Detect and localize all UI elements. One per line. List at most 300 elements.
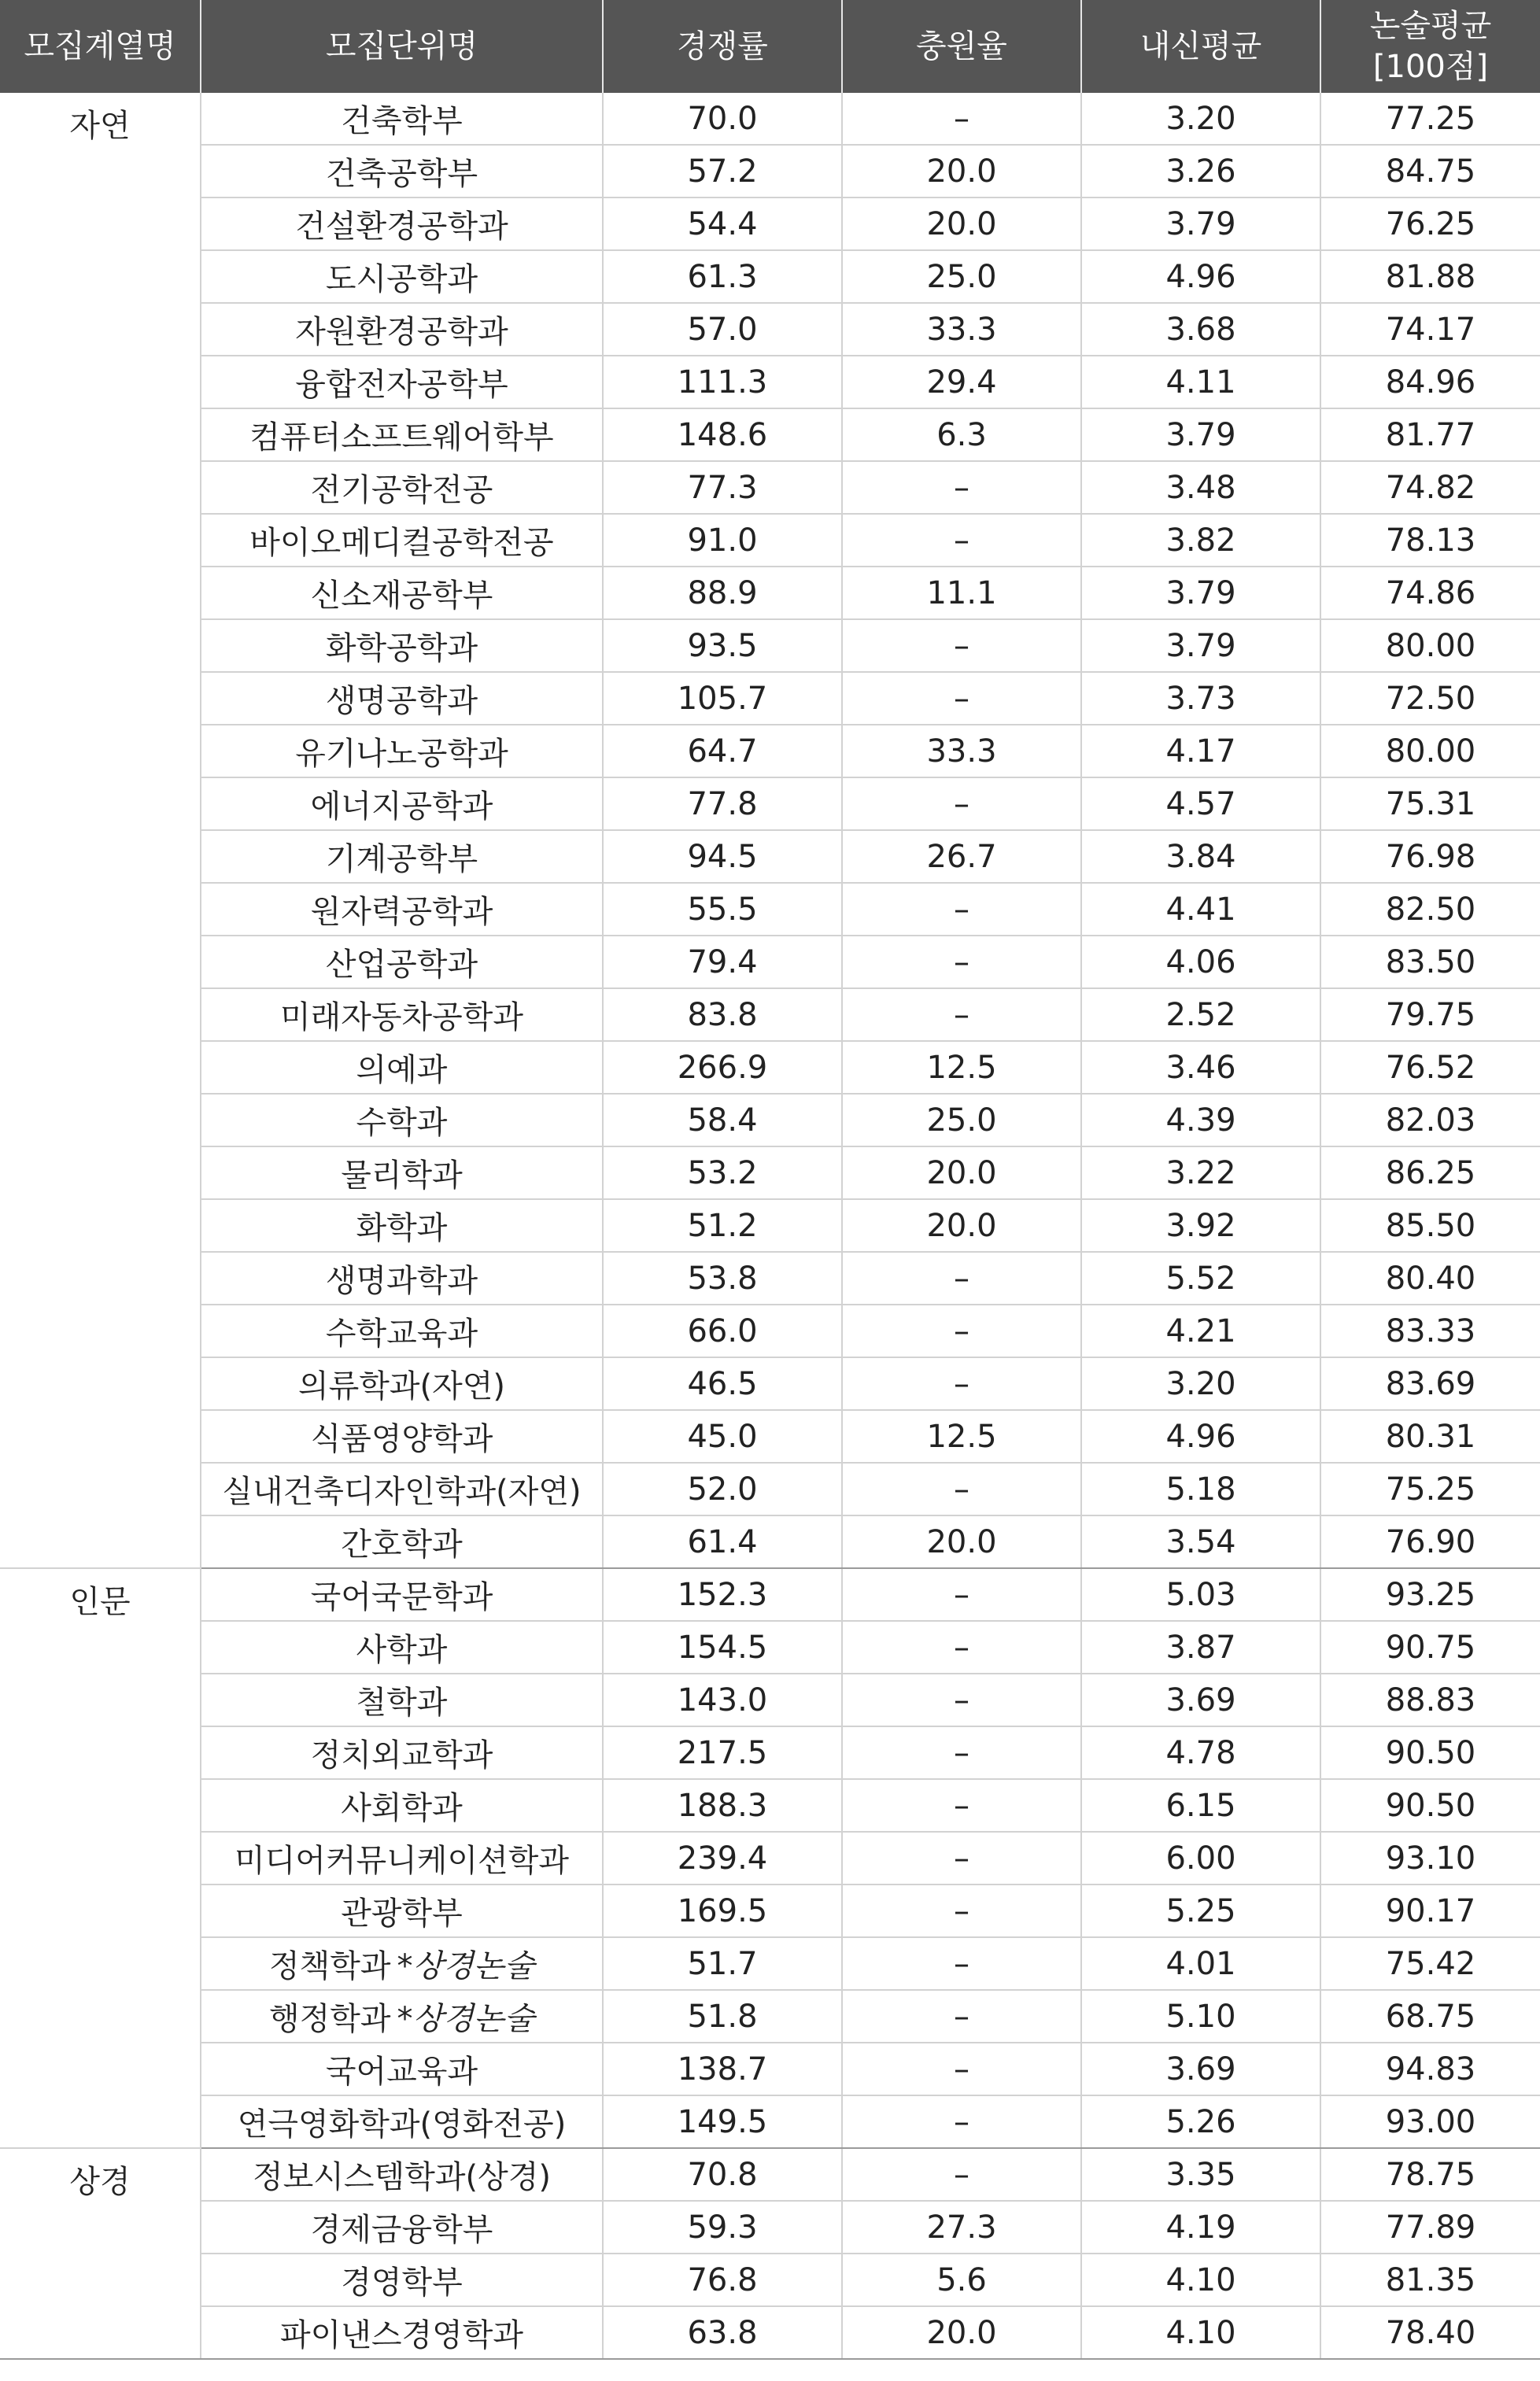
fill-rate-cell: – bbox=[842, 2148, 1081, 2201]
table-row bbox=[0, 514, 1540, 567]
essay-cell: 80.00 bbox=[1320, 725, 1540, 777]
table-row bbox=[0, 197, 1540, 250]
header-essay-scale: [100점] bbox=[1372, 49, 1489, 85]
unit-cell bbox=[201, 1041, 603, 1094]
essay-cell: 83.50 bbox=[1320, 936, 1540, 988]
table-row bbox=[0, 93, 1540, 145]
fill-rate-cell: – bbox=[842, 1463, 1081, 1515]
unit-cell bbox=[201, 514, 603, 567]
unit-cell bbox=[201, 2201, 603, 2254]
competition-ratio-cell: 61.3 bbox=[603, 250, 842, 303]
unit-name: 정보시스템학과(상경) bbox=[253, 2159, 551, 2195]
table-row bbox=[0, 145, 1540, 197]
competition-ratio-cell: 45.0 bbox=[603, 1410, 842, 1463]
unit-cell bbox=[201, 567, 603, 619]
table-row bbox=[0, 1515, 1540, 1568]
competition-ratio-cell: 266.9 bbox=[603, 1041, 842, 1094]
essay-cell: 75.25 bbox=[1320, 1463, 1540, 1515]
competition-ratio-cell: 70.0 bbox=[603, 93, 842, 145]
unit-name: 에너지공학과 bbox=[310, 788, 493, 825]
unit-cell bbox=[201, 777, 603, 830]
unit-name: 산업공학과 bbox=[325, 947, 478, 983]
fill-rate-cell: 6.3 bbox=[842, 408, 1081, 461]
fill-rate-cell: – bbox=[842, 777, 1081, 830]
unit-cell bbox=[201, 2043, 603, 2095]
header-competition-ratio: 경쟁률 bbox=[603, 0, 842, 93]
essay-cell: 90.75 bbox=[1320, 1621, 1540, 1674]
header-category: 모집계열명 bbox=[0, 0, 201, 93]
gpa-cell: 4.11 bbox=[1081, 356, 1320, 408]
competition-ratio-cell: 239.4 bbox=[603, 1832, 842, 1884]
table-row bbox=[0, 1252, 1540, 1305]
table-row bbox=[0, 461, 1540, 514]
gpa-cell: 4.96 bbox=[1081, 250, 1320, 303]
competition-ratio-cell: 77.8 bbox=[603, 777, 842, 830]
gpa-cell: 3.54 bbox=[1081, 1515, 1320, 1568]
competition-ratio-cell: 91.0 bbox=[603, 514, 842, 567]
competition-ratio-cell: 57.0 bbox=[603, 303, 842, 356]
unit-cell bbox=[201, 830, 603, 883]
gpa-cell: 4.06 bbox=[1081, 936, 1320, 988]
category-cell: 상경 bbox=[0, 2148, 201, 2359]
competition-ratio-cell: 51.7 bbox=[603, 1937, 842, 1990]
gpa-cell: 4.78 bbox=[1081, 1726, 1320, 1779]
fill-rate-cell: – bbox=[842, 619, 1081, 672]
fill-rate-cell: 26.7 bbox=[842, 830, 1081, 883]
unit-cell bbox=[201, 408, 603, 461]
competition-ratio-cell: 154.5 bbox=[603, 1621, 842, 1674]
unit-cell bbox=[201, 197, 603, 250]
competition-ratio-cell: 46.5 bbox=[603, 1357, 842, 1410]
essay-cell: 76.98 bbox=[1320, 830, 1540, 883]
fill-rate-cell: – bbox=[842, 2095, 1081, 2148]
essay-cell: 90.50 bbox=[1320, 1726, 1540, 1779]
essay-cell: 68.75 bbox=[1320, 1990, 1540, 2043]
competition-ratio-cell: 188.3 bbox=[603, 1779, 842, 1832]
unit-cell bbox=[201, 936, 603, 988]
unit-name: 바이오메디컬공학전공 bbox=[249, 525, 554, 561]
fill-rate-cell: – bbox=[842, 1252, 1081, 1305]
unit-cell bbox=[201, 461, 603, 514]
gpa-cell: 5.10 bbox=[1081, 1990, 1320, 2043]
fill-rate-cell: – bbox=[842, 672, 1081, 725]
unit-name: 철학과 bbox=[356, 1685, 448, 1721]
unit-name: 간호학과 bbox=[341, 1526, 463, 1563]
gpa-cell: 4.21 bbox=[1081, 1305, 1320, 1357]
fill-rate-cell: 33.3 bbox=[842, 303, 1081, 356]
competition-ratio-cell: 66.0 bbox=[603, 1305, 842, 1357]
unit-cell bbox=[201, 619, 603, 672]
competition-ratio-cell: 79.4 bbox=[603, 936, 842, 988]
essay-cell: 93.25 bbox=[1320, 1568, 1540, 1621]
fill-rate-cell: 29.4 bbox=[842, 356, 1081, 408]
fill-rate-cell: 11.1 bbox=[842, 567, 1081, 619]
gpa-cell: 3.73 bbox=[1081, 672, 1320, 725]
unit-name: 건축공학부 bbox=[325, 156, 478, 192]
table-row bbox=[0, 936, 1540, 988]
table-row bbox=[0, 1832, 1540, 1884]
essay-cell: 78.75 bbox=[1320, 2148, 1540, 2201]
gpa-cell: 3.20 bbox=[1081, 1357, 1320, 1410]
essay-cell: 80.31 bbox=[1320, 1410, 1540, 1463]
unit-name: 정치외교학과 bbox=[310, 1737, 493, 1774]
table-row bbox=[0, 1621, 1540, 1674]
essay-cell: 76.90 bbox=[1320, 1515, 1540, 1568]
fill-rate-cell: 25.0 bbox=[842, 250, 1081, 303]
gpa-cell: 3.69 bbox=[1081, 2043, 1320, 2095]
unit-name: 관광학부 bbox=[341, 1896, 463, 1932]
fill-rate-cell: – bbox=[842, 1305, 1081, 1357]
competition-ratio-cell: 169.5 bbox=[603, 1884, 842, 1937]
table-row bbox=[0, 1990, 1540, 2043]
unit-cell bbox=[201, 250, 603, 303]
unit-name: 경영학부 bbox=[341, 2265, 463, 2301]
essay-cell: 78.40 bbox=[1320, 2306, 1540, 2359]
unit-name: 식품영양학과 bbox=[310, 1421, 493, 1457]
unit-cell bbox=[201, 93, 603, 145]
unit-name: 정책학과 bbox=[268, 1948, 391, 1984]
essay-cell: 82.03 bbox=[1320, 1094, 1540, 1146]
essay-cell: 90.50 bbox=[1320, 1779, 1540, 1832]
fill-rate-cell: – bbox=[842, 1568, 1081, 1621]
unit-cell bbox=[201, 145, 603, 197]
unit-cell bbox=[201, 1515, 603, 1568]
unit-cell bbox=[201, 1357, 603, 1410]
fill-rate-cell: – bbox=[842, 1832, 1081, 1884]
table-row bbox=[0, 1779, 1540, 1832]
gpa-cell: 3.84 bbox=[1081, 830, 1320, 883]
essay-cell: 74.86 bbox=[1320, 567, 1540, 619]
table-row bbox=[0, 725, 1540, 777]
unit-note: *상경논술 bbox=[397, 1948, 535, 1984]
table-row bbox=[0, 2095, 1540, 2148]
competition-ratio-cell: 111.3 bbox=[603, 356, 842, 408]
essay-cell: 93.00 bbox=[1320, 2095, 1540, 2148]
competition-ratio-cell: 76.8 bbox=[603, 2254, 842, 2306]
unit-note: *상경논술 bbox=[397, 2001, 535, 2037]
essay-cell: 94.83 bbox=[1320, 2043, 1540, 2095]
competition-ratio-cell: 143.0 bbox=[603, 1674, 842, 1726]
essay-cell: 79.75 bbox=[1320, 988, 1540, 1041]
unit-name: 원자력공학과 bbox=[310, 894, 493, 930]
gpa-cell: 4.19 bbox=[1081, 2201, 1320, 2254]
gpa-cell: 3.26 bbox=[1081, 145, 1320, 197]
essay-cell: 76.52 bbox=[1320, 1041, 1540, 1094]
gpa-cell: 5.52 bbox=[1081, 1252, 1320, 1305]
unit-cell bbox=[201, 1937, 603, 1990]
gpa-cell: 3.79 bbox=[1081, 567, 1320, 619]
fill-rate-cell: 33.3 bbox=[842, 725, 1081, 777]
unit-name: 실내건축디자인학과(자연) bbox=[222, 1474, 582, 1510]
unit-name: 행정학과 bbox=[268, 2001, 391, 2037]
fill-rate-cell: – bbox=[842, 1674, 1081, 1726]
competition-ratio-cell: 94.5 bbox=[603, 830, 842, 883]
fill-rate-cell: – bbox=[842, 2043, 1081, 2095]
essay-cell: 72.50 bbox=[1320, 672, 1540, 725]
unit-cell bbox=[201, 2306, 603, 2359]
unit-cell bbox=[201, 1094, 603, 1146]
competition-ratio-cell: 63.8 bbox=[603, 2306, 842, 2359]
fill-rate-cell: 20.0 bbox=[842, 1199, 1081, 1252]
table-row bbox=[0, 988, 1540, 1041]
table-body bbox=[0, 93, 1540, 2359]
gpa-cell: 3.82 bbox=[1081, 514, 1320, 567]
competition-ratio-cell: 61.4 bbox=[603, 1515, 842, 1568]
table-row bbox=[0, 1146, 1540, 1199]
header-essay-average bbox=[1320, 0, 1540, 93]
fill-rate-cell: – bbox=[842, 514, 1081, 567]
unit-name: 기계공학부 bbox=[325, 841, 478, 877]
unit-name: 미디어커뮤니케이션학과 bbox=[234, 1843, 570, 1879]
table-row bbox=[0, 2254, 1540, 2306]
essay-cell: 83.69 bbox=[1320, 1357, 1540, 1410]
unit-name: 미래자동차공학과 bbox=[279, 999, 524, 1035]
unit-cell bbox=[201, 356, 603, 408]
unit-name: 컴퓨터소프트웨어학부 bbox=[249, 419, 554, 456]
gpa-cell: 6.15 bbox=[1081, 1779, 1320, 1832]
fill-rate-cell: 20.0 bbox=[842, 2306, 1081, 2359]
essay-cell: 85.50 bbox=[1320, 1199, 1540, 1252]
essay-cell: 81.88 bbox=[1320, 250, 1540, 303]
competition-ratio-cell: 138.7 bbox=[603, 2043, 842, 2095]
gpa-cell: 3.79 bbox=[1081, 197, 1320, 250]
competition-ratio-cell: 88.9 bbox=[603, 567, 842, 619]
gpa-cell: 4.17 bbox=[1081, 725, 1320, 777]
table-row bbox=[0, 1199, 1540, 1252]
unit-name: 의류학과(자연) bbox=[297, 1368, 506, 1405]
gpa-cell: 3.68 bbox=[1081, 303, 1320, 356]
essay-cell: 90.17 bbox=[1320, 1884, 1540, 1937]
essay-cell: 88.83 bbox=[1320, 1674, 1540, 1726]
table-row bbox=[0, 1674, 1540, 1726]
unit-cell bbox=[201, 988, 603, 1041]
unit-cell bbox=[201, 1832, 603, 1884]
table-row bbox=[0, 1357, 1540, 1410]
essay-cell: 74.82 bbox=[1320, 461, 1540, 514]
table-row bbox=[0, 2148, 1540, 2201]
gpa-cell: 4.57 bbox=[1081, 777, 1320, 830]
unit-name: 도시공학과 bbox=[325, 261, 478, 297]
unit-cell bbox=[201, 303, 603, 356]
competition-ratio-cell: 53.8 bbox=[603, 1252, 842, 1305]
competition-ratio-cell: 152.3 bbox=[603, 1568, 842, 1621]
competition-ratio-cell: 58.4 bbox=[603, 1094, 842, 1146]
unit-cell bbox=[201, 2148, 603, 2201]
unit-name: 의예과 bbox=[356, 1052, 448, 1088]
unit-name: 화학공학과 bbox=[325, 630, 478, 666]
table-row bbox=[0, 2306, 1540, 2359]
table-row bbox=[0, 1410, 1540, 1463]
gpa-cell: 5.26 bbox=[1081, 2095, 1320, 2148]
table-row bbox=[0, 1094, 1540, 1146]
competition-ratio-cell: 83.8 bbox=[603, 988, 842, 1041]
table-row bbox=[0, 1726, 1540, 1779]
essay-cell: 80.00 bbox=[1320, 619, 1540, 672]
header-essay-label: 논술평균 bbox=[1369, 8, 1492, 44]
unit-cell bbox=[201, 1779, 603, 1832]
gpa-cell: 6.00 bbox=[1081, 1832, 1320, 1884]
essay-cell: 76.25 bbox=[1320, 197, 1540, 250]
unit-name: 생명과학과 bbox=[325, 1263, 478, 1299]
unit-cell bbox=[201, 2095, 603, 2148]
gpa-cell: 3.79 bbox=[1081, 408, 1320, 461]
fill-rate-cell: – bbox=[842, 1357, 1081, 1410]
gpa-cell: 4.01 bbox=[1081, 1937, 1320, 1990]
fill-rate-cell: 5.6 bbox=[842, 2254, 1081, 2306]
essay-cell: 81.77 bbox=[1320, 408, 1540, 461]
unit-cell bbox=[201, 672, 603, 725]
unit-cell bbox=[201, 1884, 603, 1937]
competition-ratio-cell: 148.6 bbox=[603, 408, 842, 461]
table-row bbox=[0, 408, 1540, 461]
fill-rate-cell: 20.0 bbox=[842, 145, 1081, 197]
competition-ratio-cell: 52.0 bbox=[603, 1463, 842, 1515]
fill-rate-cell: – bbox=[842, 1884, 1081, 1937]
essay-cell: 77.25 bbox=[1320, 93, 1540, 145]
unit-name: 신소재공학부 bbox=[310, 578, 493, 614]
gpa-cell: 4.41 bbox=[1081, 883, 1320, 936]
gpa-cell: 5.18 bbox=[1081, 1463, 1320, 1515]
unit-cell bbox=[201, 1463, 603, 1515]
competition-ratio-cell: 55.5 bbox=[603, 883, 842, 936]
competition-ratio-cell: 51.8 bbox=[603, 1990, 842, 2043]
gpa-cell: 3.22 bbox=[1081, 1146, 1320, 1199]
essay-cell: 74.17 bbox=[1320, 303, 1540, 356]
gpa-cell: 3.87 bbox=[1081, 1621, 1320, 1674]
gpa-cell: 3.35 bbox=[1081, 2148, 1320, 2201]
essay-cell: 93.10 bbox=[1320, 1832, 1540, 1884]
table-row bbox=[0, 830, 1540, 883]
competition-ratio-cell: 57.2 bbox=[603, 145, 842, 197]
unit-name: 수학과 bbox=[356, 1105, 448, 1141]
fill-rate-cell: – bbox=[842, 936, 1081, 988]
unit-name: 융합전자공학부 bbox=[295, 367, 508, 403]
unit-name: 건설환경공학과 bbox=[295, 209, 508, 245]
fill-rate-cell: 20.0 bbox=[842, 197, 1081, 250]
unit-cell bbox=[201, 1726, 603, 1779]
essay-cell: 84.75 bbox=[1320, 145, 1540, 197]
unit-cell bbox=[201, 1621, 603, 1674]
gpa-cell: 3.46 bbox=[1081, 1041, 1320, 1094]
fill-rate-cell: – bbox=[842, 1990, 1081, 2043]
unit-cell bbox=[201, 1674, 603, 1726]
competition-ratio-cell: 70.8 bbox=[603, 2148, 842, 2201]
competition-ratio-cell: 105.7 bbox=[603, 672, 842, 725]
header-unit: 모집단위명 bbox=[201, 0, 603, 93]
table-row bbox=[0, 1568, 1540, 1621]
unit-cell bbox=[201, 1305, 603, 1357]
unit-cell bbox=[201, 883, 603, 936]
gpa-cell: 4.10 bbox=[1081, 2306, 1320, 2359]
table-row bbox=[0, 2201, 1540, 2254]
fill-rate-cell: 25.0 bbox=[842, 1094, 1081, 1146]
fill-rate-cell: – bbox=[842, 1621, 1081, 1674]
gpa-cell: 5.03 bbox=[1081, 1568, 1320, 1621]
fill-rate-cell: – bbox=[842, 988, 1081, 1041]
table-row bbox=[0, 356, 1540, 408]
competition-ratio-cell: 149.5 bbox=[603, 2095, 842, 2148]
table-row bbox=[0, 303, 1540, 356]
table-row bbox=[0, 250, 1540, 303]
unit-name: 자원환경공학과 bbox=[295, 314, 508, 350]
unit-name: 사회학과 bbox=[341, 1790, 463, 1826]
fill-rate-cell: – bbox=[842, 883, 1081, 936]
essay-cell: 80.40 bbox=[1320, 1252, 1540, 1305]
table-row bbox=[0, 883, 1540, 936]
table-row bbox=[0, 777, 1540, 830]
table-row bbox=[0, 1041, 1540, 1094]
essay-cell: 78.13 bbox=[1320, 514, 1540, 567]
unit-name: 화학과 bbox=[356, 1210, 448, 1246]
competition-ratio-cell: 64.7 bbox=[603, 725, 842, 777]
gpa-cell: 3.79 bbox=[1081, 619, 1320, 672]
unit-name: 유기나노공학과 bbox=[295, 736, 508, 772]
gpa-cell: 5.25 bbox=[1081, 1884, 1320, 1937]
competition-ratio-cell: 93.5 bbox=[603, 619, 842, 672]
essay-cell: 82.50 bbox=[1320, 883, 1540, 936]
unit-name: 파이낸스경영학과 bbox=[279, 2317, 524, 2353]
competition-ratio-cell: 51.2 bbox=[603, 1199, 842, 1252]
gpa-cell: 3.69 bbox=[1081, 1674, 1320, 1726]
table-row bbox=[0, 1305, 1540, 1357]
gpa-cell: 2.52 bbox=[1081, 988, 1320, 1041]
unit-name: 연극영화학과(영화전공) bbox=[237, 2106, 567, 2143]
unit-name: 경제금융학부 bbox=[310, 2212, 493, 2248]
unit-cell bbox=[201, 1146, 603, 1199]
unit-name: 물리학과 bbox=[341, 1157, 463, 1194]
category-cell: 자연 bbox=[0, 93, 201, 1568]
gpa-cell: 3.20 bbox=[1081, 93, 1320, 145]
table-row bbox=[0, 1884, 1540, 1937]
gpa-cell: 4.96 bbox=[1081, 1410, 1320, 1463]
essay-cell: 84.96 bbox=[1320, 356, 1540, 408]
table-row bbox=[0, 619, 1540, 672]
fill-rate-cell: 20.0 bbox=[842, 1146, 1081, 1199]
gpa-cell: 3.92 bbox=[1081, 1199, 1320, 1252]
unit-name: 수학교육과 bbox=[325, 1316, 478, 1352]
essay-cell: 81.35 bbox=[1320, 2254, 1540, 2306]
essay-cell: 83.33 bbox=[1320, 1305, 1540, 1357]
unit-cell bbox=[201, 1990, 603, 2043]
competition-ratio-cell: 77.3 bbox=[603, 461, 842, 514]
gpa-cell: 4.10 bbox=[1081, 2254, 1320, 2306]
essay-cell: 75.31 bbox=[1320, 777, 1540, 830]
unit-name: 국어국문학과 bbox=[310, 1579, 493, 1615]
competition-ratio-cell: 59.3 bbox=[603, 2201, 842, 2254]
table-row bbox=[0, 1463, 1540, 1515]
fill-rate-cell: – bbox=[842, 93, 1081, 145]
unit-name: 국어교육과 bbox=[325, 2054, 478, 2090]
competition-ratio-cell: 54.4 bbox=[603, 197, 842, 250]
unit-cell bbox=[201, 1199, 603, 1252]
fill-rate-cell: – bbox=[842, 1937, 1081, 1990]
table-row bbox=[0, 2043, 1540, 2095]
unit-cell bbox=[201, 725, 603, 777]
unit-name: 생명공학과 bbox=[325, 683, 478, 719]
table-row bbox=[0, 567, 1540, 619]
competition-ratio-cell: 53.2 bbox=[603, 1146, 842, 1199]
fill-rate-cell: 20.0 bbox=[842, 1515, 1081, 1568]
competition-ratio-cell: 217.5 bbox=[603, 1726, 842, 1779]
unit-cell bbox=[201, 1410, 603, 1463]
unit-cell bbox=[201, 1252, 603, 1305]
category-cell: 인문 bbox=[0, 1568, 201, 2148]
fill-rate-cell: 12.5 bbox=[842, 1410, 1081, 1463]
unit-name: 전기공학전공 bbox=[310, 472, 493, 508]
unit-cell bbox=[201, 1568, 603, 1621]
essay-cell: 77.89 bbox=[1320, 2201, 1540, 2254]
fill-rate-cell: 12.5 bbox=[842, 1041, 1081, 1094]
